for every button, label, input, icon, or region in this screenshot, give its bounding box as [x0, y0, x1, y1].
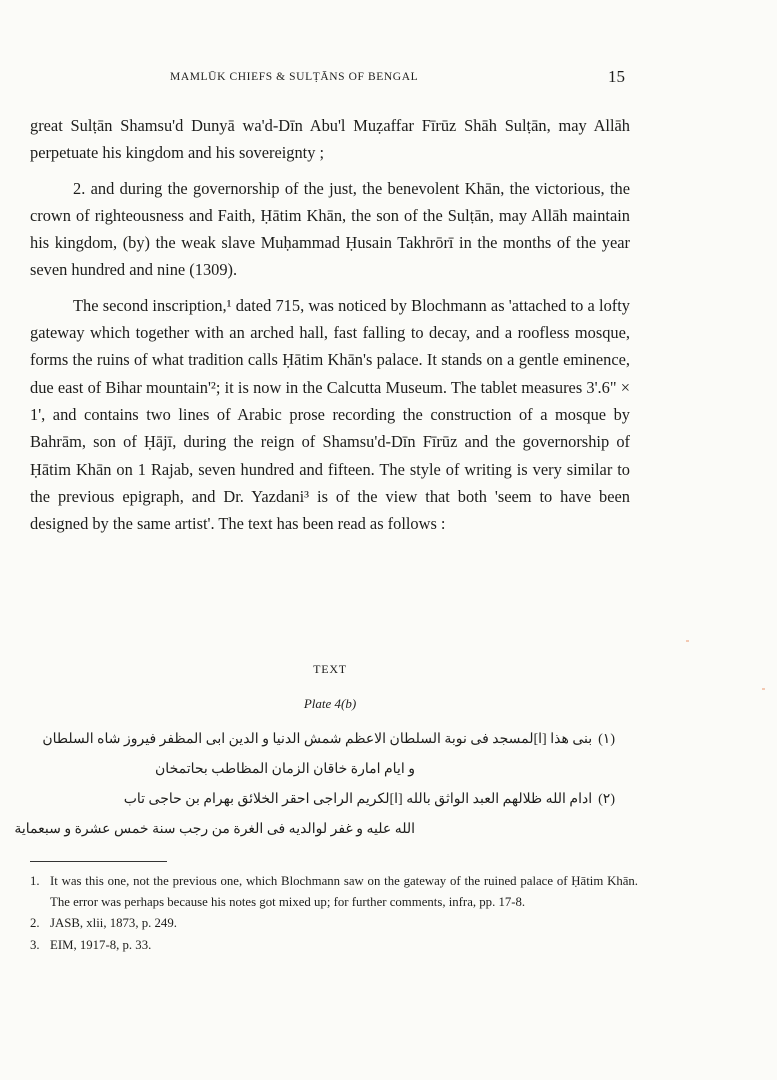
footnote-text: It was this one, not the previous one, which Blochmann saw on the gateway of the ruined palace of Ḥātim Khān. The error was perhaps because his notes got mixed up; for further comments, infra, pp. 17-8. — [50, 874, 638, 910]
text-heading: TEXT — [313, 662, 347, 676]
inscription-line — [30, 785, 615, 815]
footnote-number: 2. — [30, 916, 40, 931]
paragraph: The second inscription,¹ dated 715, was noticed by Blochmann as 'attached to a lofty gateway which together with an arched hall, fast falling to decay, and a roofless mosque, forms the ruins of what tradition calls Ḥātim Khān's palace. It stands on a gentle eminence, due east of Bihar mountain'²; it is now in the Calcutta Museum. The tablet measures 3'.6" × 1', and contains two lines of Arabic prose recording the construction of a mosque by Bahrām, son of Ḥājī, during the reign of Shamsu'd-Dīn Fīrūz and the governorship of Ḥātim Khān on 1 Rajab, seven hundred and fifteen. The style of writing is very similar to the previous epigraph, and Dr. Yazdani³ is of the view that both 'seem to have been designed by the same artist'. The text has been read as follows : — [30, 295, 630, 534]
arabic-inscription — [14, 725, 615, 845]
line-number: (١) — [598, 732, 615, 747]
paragraph: 2. and during the governorship of the just, the benevolent Khān, the victorious, the crown of righteousness and Faith, Ḥātim Khān, the son of the Sulṭān, may Allāh maintain his kingdom, (by) the weak slave Muḥammad Ḥusain Takhrōrī in the months of the year seven hundred and nine (1309). — [30, 178, 630, 280]
footnotes — [30, 871, 638, 956]
footnote-divider — [30, 861, 167, 862]
inscription-line — [30, 725, 615, 755]
footnote-number: 3. — [30, 937, 40, 952]
inscription-text: ادام الله ظلالهم العبد الواثق بالله [ا]لكريم الراجى احقر الخلائق بهرام بن حاجى تاب — [123, 792, 593, 807]
paper-speck — [686, 640, 689, 642]
footnote — [30, 935, 638, 956]
footnote — [30, 871, 638, 913]
paragraph: great Sulṭān Shamsu'd Dunyā wa'd-Dīn Abu'l Muẓaffar Fīrūz Shāh Sulṭān, may Allāh perpetuate his kingdom and his sovereignty ; — [30, 116, 630, 163]
footnote-text: EIM, 1917-8, p. 33. — [50, 937, 152, 952]
inscription-line — [30, 755, 615, 785]
inscription-text: بنى هذا [ا]لمسجد فى نوبة السلطان الاعظم شمش الدنيا و الدين ابى المظفر فيروز شاه السلطان — [42, 732, 593, 747]
line-number: (٢) — [598, 792, 615, 807]
inscription-text: الله عليه و غفر لوالديه فى الغرة من رجب سنة خمس عشرة و سبعماية — [14, 822, 415, 837]
running-title: MAMLŪK CHIEFS & SULṬĀNS OF BENGAL — [170, 71, 419, 83]
footnote-text: JASB, xlii, 1873, p. 249. — [50, 916, 177, 931]
inscription-text: و ايام امارة خاقان الزمان المظاطب بحاتمخان — [155, 762, 415, 777]
paper-speck — [762, 688, 765, 690]
page-number: 15 — [608, 67, 625, 86]
inscription-line — [14, 815, 615, 845]
footnote — [30, 913, 638, 934]
body-text — [30, 112, 630, 545]
plate-label: Plate 4(b) — [303, 696, 357, 711]
footnote-number: 1. — [30, 874, 40, 888]
